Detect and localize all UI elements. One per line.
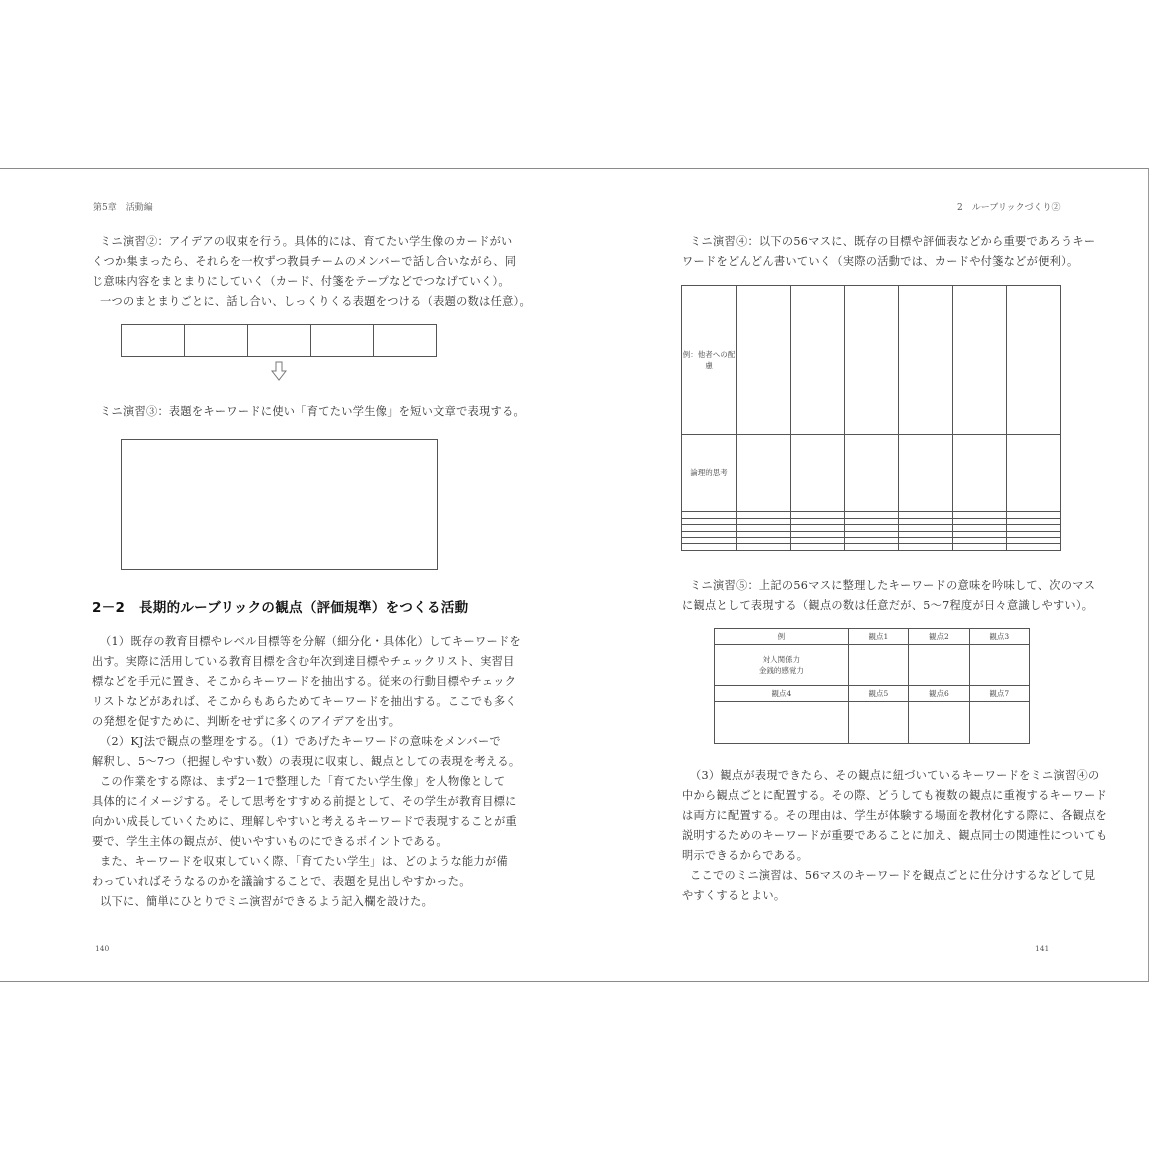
page-number-right: 141 <box>1035 944 1050 953</box>
grid-cell <box>737 434 791 512</box>
text-line: ミニ演習②：アイデアの収束を行う。具体的には、育てたい学生像のカードがい <box>100 235 513 248</box>
grid-cell <box>737 286 791 435</box>
text-line: 明示できるからである。 <box>682 849 809 862</box>
page-number-left: 140 <box>95 944 110 953</box>
section-heading: 2－2 長期的ルーブリックの観点（評価規準）をつくる活動 <box>92 600 469 616</box>
keyword-grid-56 <box>681 285 1061 551</box>
grid-cell <box>845 544 899 551</box>
viewpoint-header-cell: 観点5 <box>848 686 908 702</box>
mini-exercise-5-paragraph <box>682 576 1096 616</box>
grid-cell <box>845 434 899 512</box>
heading-box <box>248 325 311 357</box>
mini-exercise-2-paragraph <box>92 232 531 312</box>
grid-cell <box>953 434 1007 512</box>
down-arrow-icon <box>271 361 287 381</box>
student-image-answer-box <box>121 439 438 570</box>
grid-cell <box>899 544 953 551</box>
text-line: この作業をする際は、まず2－1で整理した「育てたい学生像」を人物像として <box>100 775 506 788</box>
grid-cell <box>953 544 1007 551</box>
grid-label-cell: 例：他者への配慮 <box>682 286 737 435</box>
viewpoint-cell <box>969 702 1029 744</box>
viewpoint-cell <box>848 702 908 744</box>
text-line: ミニ演習③：表題をキーワードに使い「育てたい学生像」を短い文章で表現する。 <box>100 405 526 418</box>
grid-cell <box>682 544 737 551</box>
viewpoint-example-cell: 対人関係力 金銭的感覚力 <box>715 644 849 686</box>
viewpoint-cell <box>848 644 908 686</box>
section-3-body <box>682 766 1108 906</box>
grid-cell <box>953 286 1007 435</box>
text-line: （3）観点が表現できたら、その観点に紐づいているキーワードをミニ演習④の <box>690 769 1100 782</box>
grid-label-cell: 論理的思考 <box>682 434 737 512</box>
text-line: ワードをどんどん書いていく（実際の活動では、カードや付箋などが便利）。 <box>682 255 1079 268</box>
text-line: 出す。実際に活用している教育目標を含む年次到達目標やチェックリスト、実習目 <box>92 655 515 668</box>
text-line: 具体的にイメージする。そして思考をすすめる前提として、その学生が教育目標に <box>92 795 517 808</box>
text-line: 要で、学生主体の観点が、使いやすいものにできるポイントである。 <box>92 835 448 848</box>
text-line: くつか集まったら、それらを一枚ずつ教員チームのメンバーで話し合いながら、同 <box>92 255 517 268</box>
text-line: ミニ演習⑤：上記の56マスに整理したキーワードの意味を吟味して、次のマス <box>690 579 1096 592</box>
text-line: リストなどがあれば、そこからもあらためてキーワードを抽出する。ここでも多く <box>92 695 517 708</box>
heading-box <box>374 325 437 357</box>
text-line: また、キーワードを収束していく際、「育てたい学生」は、どのような能力が備 <box>100 855 508 868</box>
running-head-left: 第5章 活動編 <box>93 203 153 213</box>
text-line: 説明するためのキーワードが重要であることに加え、観点同士の関連性についても <box>682 829 1108 842</box>
viewpoint-cell <box>969 644 1029 686</box>
text-line: 向かい成長していくために、理解しやすいと考えるキーワードで表現することが重 <box>92 815 518 828</box>
viewpoint-table <box>714 628 1030 744</box>
grid-cell <box>791 286 845 435</box>
text-line: わっていればそうなるのかを議論することで、表題を見出しやすかった。 <box>92 875 471 888</box>
running-head-right: 2 ルーブリックづくり② <box>957 203 1061 213</box>
grid-cell <box>791 434 845 512</box>
mini-exercise-3-paragraph <box>100 402 525 422</box>
text-line: 一つのまとまりごとに、話し合い、しっくりくる表題をつける（表題の数は任意）。 <box>100 295 531 308</box>
heading-boxes <box>121 324 437 357</box>
viewpoint-cell <box>715 702 849 744</box>
viewpoint-header-cell: 観点6 <box>909 686 969 702</box>
viewpoint-cell <box>909 644 969 686</box>
text-line: じ意味内容をまとまりにしていく（カード、付箋をテープなどでつなげていく）。 <box>92 275 510 288</box>
viewpoint-header-cell: 観点7 <box>969 686 1029 702</box>
text-line: ミニ演習④：以下の56マスに、既存の目標や評価表などから重要であろうキー <box>690 235 1096 248</box>
text-line: 中から観点ごとに配置する。その際、どうしても複数の観点に重複するキーワード <box>682 789 1108 802</box>
grid-cell <box>1007 434 1061 512</box>
viewpoint-cell <box>909 702 969 744</box>
grid-cell <box>899 434 953 512</box>
text-line: （1）既存の教育目標やレベル目標等を分解（細分化・具体化）してキーワードを <box>100 635 521 648</box>
mini-exercise-4-paragraph <box>682 232 1096 272</box>
text-line: 解釈し、5～7つ（把握しやすい数）の表現に収束し、観点としての表現を考える。 <box>92 755 521 768</box>
text-line: 以下に、簡単にひとりでミニ演習ができるよう記入欄を設けた。 <box>100 895 434 908</box>
heading-box <box>311 325 374 357</box>
text-line: の発想を促すために、判断をせずに多くのアイデアを出す。 <box>92 715 401 728</box>
viewpoint-header-cell: 観点3 <box>969 629 1029 645</box>
grid-cell <box>845 286 899 435</box>
viewpoint-header-cell: 観点4 <box>715 686 849 702</box>
text-line: やすくするとよい。 <box>682 889 786 902</box>
text-line: は両方に配置する。その理由は、学生が体験する場面を教材化する際に、各観点を <box>682 809 1108 822</box>
grid-cell <box>899 286 953 435</box>
grid-cell <box>791 544 845 551</box>
grid-cell <box>1007 286 1061 435</box>
heading-box <box>185 325 248 357</box>
viewpoint-header-cell: 観点1 <box>848 629 908 645</box>
section-body <box>92 632 521 912</box>
text-line: （2）KJ法で観点の整理をする。（1）であげたキーワードの意味をメンバーで <box>100 735 501 748</box>
text-line: に観点として表現する（観点の数は任意だが、5～7程度が日々意識しやすい）。 <box>682 599 1094 612</box>
grid-cell <box>1007 544 1061 551</box>
viewpoint-header-cell: 例 <box>715 629 849 645</box>
viewpoint-header-cell: 観点2 <box>909 629 969 645</box>
grid-cell <box>737 544 791 551</box>
text-line: 標などを手元に置き、そこからキーワードを抽出する。従来の行動目標やチェック <box>92 675 517 688</box>
heading-box <box>122 325 185 357</box>
text-line: ここでのミニ演習は、56マスのキーワードを観点ごとに仕分けするなどして見 <box>690 869 1096 882</box>
